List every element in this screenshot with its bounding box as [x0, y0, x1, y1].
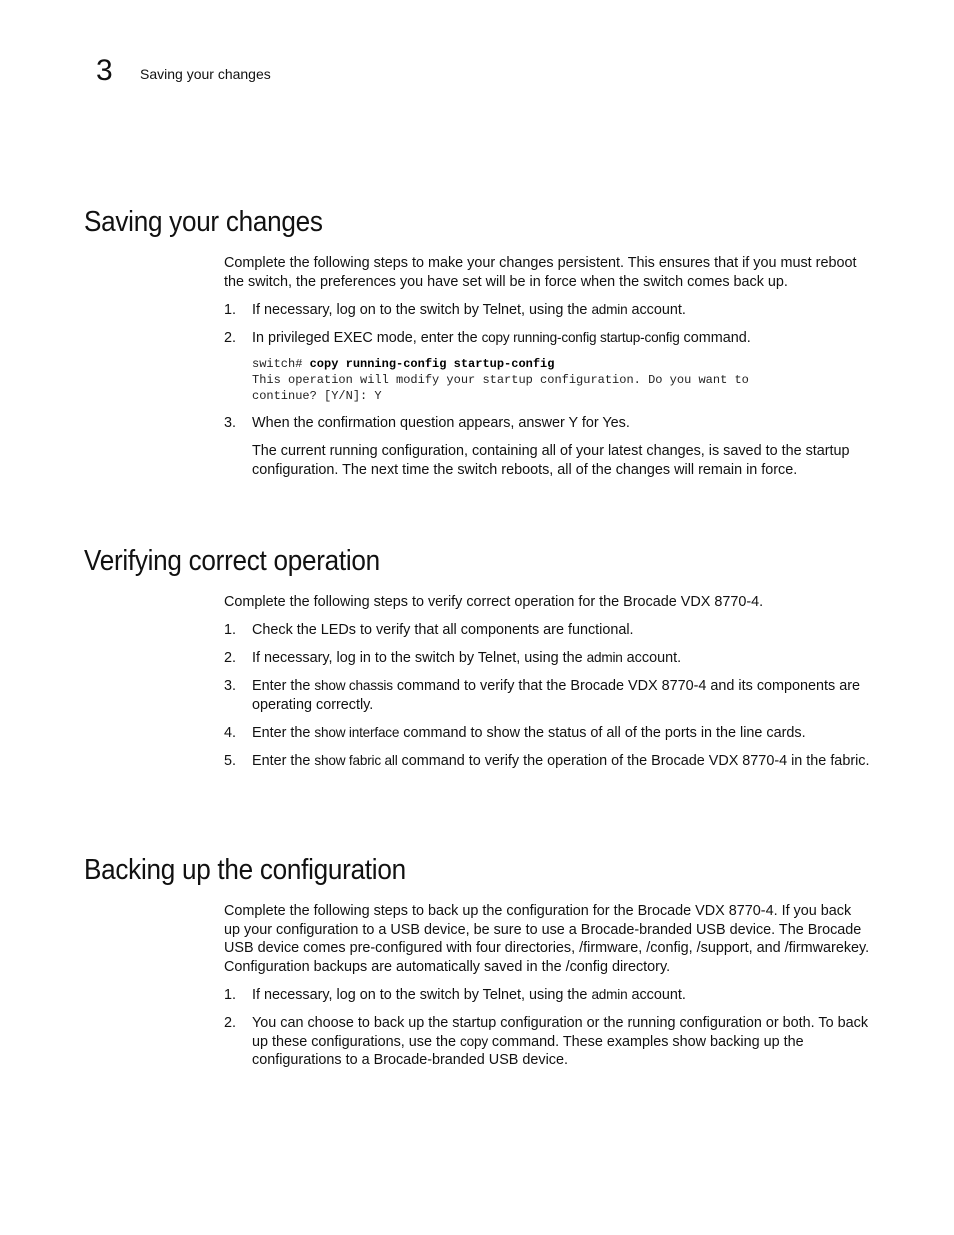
step-result-paragraph: The current running configuration, containing all of your latest changes, is saved to the startup configuration. The next time the switch reboots, all of the changes will remain in force. [252, 442, 850, 478]
list-item [224, 986, 870, 1005]
intro-paragraph: Complete the following steps to make your changes persistent. This ensures that if you must reboot the switch, the preferences you have set will be in force when the switch comes back up. [224, 255, 857, 290]
command-keyword: admin [591, 986, 628, 1002]
intro-paragraph: Complete the following steps to verify correct operation for the Brocade VDX 8770-4. [224, 594, 764, 610]
step-number: 2. [224, 329, 237, 346]
step-text: Enter the [252, 678, 315, 695]
section-heading: Verifying correct operation [84, 545, 380, 577]
list-item [224, 301, 870, 320]
step-text: Enter the [252, 752, 315, 769]
step-number: 2. [224, 650, 237, 667]
section-body [224, 254, 870, 489]
step-text: Check the LEDs to verify that all components are functional. [252, 622, 634, 639]
step-number: 2. [224, 1014, 237, 1031]
step-text: account. [627, 986, 686, 1003]
list-item [224, 649, 870, 668]
running-title: Saving your changes [140, 66, 271, 82]
list-item [224, 724, 870, 743]
section-body [224, 593, 870, 780]
step-list [224, 301, 870, 479]
command-keyword: copy running-config startup-config [481, 329, 680, 345]
step-number: 5. [224, 752, 237, 769]
command-keyword: show interface [314, 724, 400, 740]
step-number: 4. [224, 724, 237, 741]
step-number: 1. [224, 986, 237, 1003]
list-item [224, 621, 870, 640]
step-text: account. [622, 650, 682, 667]
section-heading: Saving your changes [84, 206, 323, 238]
step-number: 3. [224, 678, 237, 695]
code-output: This operation will modify your startup configuration. Do you want to continue? [Y/N]: Y [252, 373, 749, 404]
section-heading: Backing up the configuration [84, 854, 406, 886]
command-keyword: copy [460, 1033, 488, 1049]
code-block [252, 356, 870, 404]
command-keyword: admin [591, 301, 628, 317]
step-text: When the confirmation question appears, answer Y for Yes. [252, 415, 630, 432]
step-number: 3. [224, 415, 237, 432]
list-item [224, 752, 870, 771]
list-item [224, 414, 870, 479]
step-text: command to verify that the Brocade VDX 8770-4 and its components are operating correctly. [252, 678, 861, 713]
list-item [224, 677, 870, 714]
chapter-number: 3 [96, 54, 113, 87]
step-text: command. These examples show backing up the configurations to a Brocade-branded USB device. [252, 1033, 804, 1069]
section-body [224, 902, 870, 1079]
step-text: account. [627, 301, 686, 318]
step-text: If necessary, log in to the switch by Telnet, using the [252, 650, 587, 667]
step-number: 1. [224, 301, 237, 318]
step-text: If necessary, log on to the switch by Telnet, using the [252, 986, 592, 1003]
step-text: command to show the status of all of the ports in the line cards. [399, 724, 806, 741]
code-prompt: switch# [252, 357, 310, 372]
step-text: In privileged EXEC mode, enter the [252, 329, 482, 346]
list-item [224, 329, 870, 405]
step-list [224, 621, 870, 770]
step-list [224, 986, 870, 1070]
step-text: Enter the [252, 724, 315, 741]
step-text: command to verify the operation of the Brocade VDX 8770-4 in the fabric. [397, 752, 870, 769]
command-keyword: admin [586, 650, 623, 666]
step-number: 1. [224, 622, 237, 639]
step-text: If necessary, log on to the switch by Telnet, using the [252, 301, 592, 318]
code-command: copy running-config startup-config [309, 357, 555, 372]
intro-paragraph: Complete the following steps to back up the configuration for the Brocade VDX 8770-4. If you back up your configuration to a USB device, be sure to use a Brocade-branded USB device. The Brocade USB device comes pre-configured with four directories, /firmware, /config, /support, and /firmwarekey. Configuration backups are automatically saved in the /config directory. [224, 903, 870, 975]
command-keyword: show chassis [314, 678, 393, 694]
command-keyword: show fabric all [314, 752, 398, 768]
step-text: You can choose to back up the startup configuration or the running configuration or both. To back up these configurations, use the [252, 1014, 869, 1050]
list-item [224, 1014, 870, 1070]
step-text: command. [679, 329, 751, 346]
